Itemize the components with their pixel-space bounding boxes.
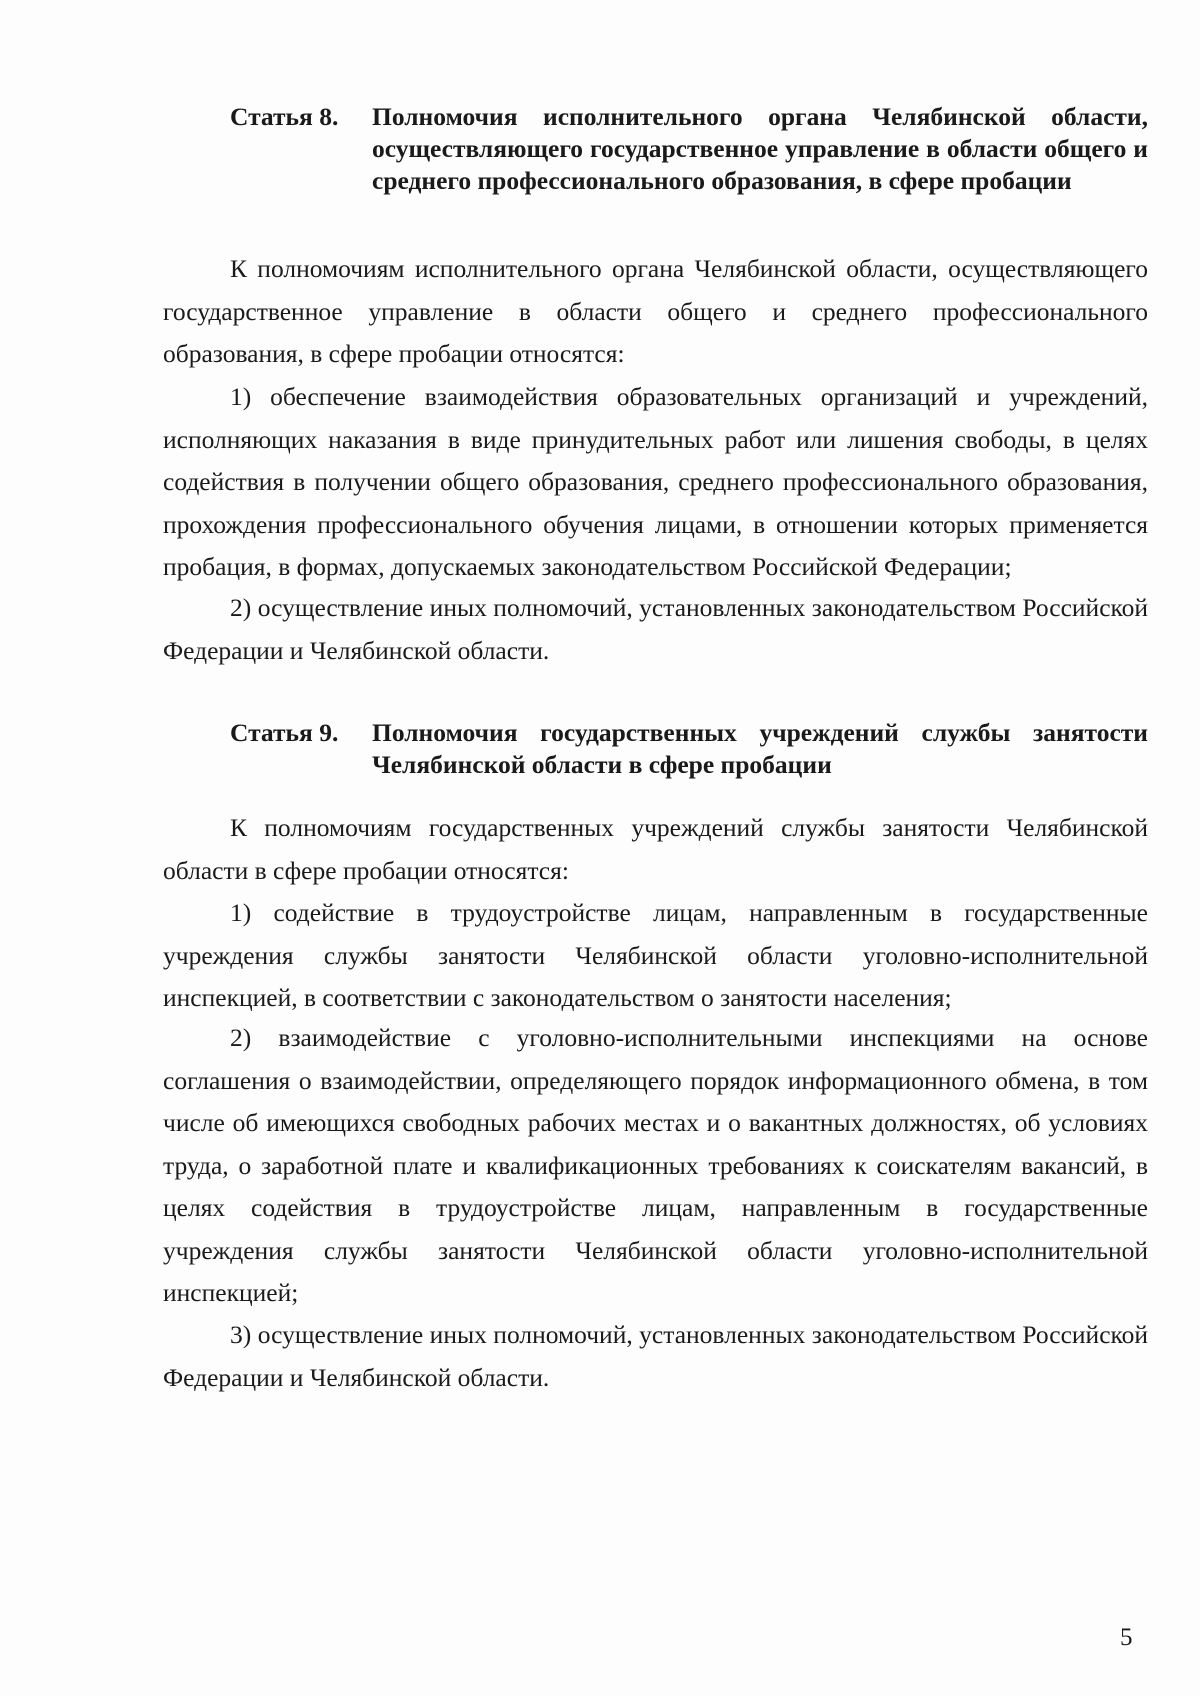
article-9-title: Полномочия государственных учреждений службы занятости Челябинской области в сфере пробации (372, 718, 1148, 779)
article-8-item-1: 1) обеспечение взаимодействия образовательных организаций и учреждений, исполняющих наказания в виде принудительных работ или лишения свободы, в целях содействия в получении общего образования, среднего профессионального образования, прохождения профессионального обучения лицами, в отношении которых применяется пробация, в формах, допускаемых законодательством Российской Федерации; (163, 382, 1148, 581)
article-9-item-3: 3) осуществление иных полномочий, установленных законодательством Российской Федерации и Челябинской области. (163, 1320, 1148, 1392)
article-8-item-2: 2) осуществление иных полномочий, установленных законодательством Российской Федерации и Челябинской области. (163, 593, 1148, 665)
article-8-heading (230, 101, 1148, 197)
article-9-number: Статья 9. (230, 718, 339, 747)
article-9-heading (230, 717, 1148, 781)
page-number: 5 (1120, 1624, 1133, 1651)
article-8-title: Полномочия исполнительного органа Челябинской области, осуществляющего государственное управление в области общего и среднего профессионального образования, в сфере пробации (372, 102, 1148, 195)
article-9-intro: К полномочиям государственных учреждений службы занятости Челябинской области в сфере пробации относятся: (163, 813, 1148, 885)
article-8-number: Статья 8. (230, 102, 339, 131)
article-9-item-2: 2) взаимодействие с уголовно-исполнительными инспекциями на основе соглашения о взаимодействии, определяющего порядок информационного обмена, в том числе об имеющихся свободных рабочих местах и о вакантных должностях, об условиях труда, о заработной плате и квалификационных требованиях к соискателям вакансий, в целях содействия в трудоустройстве лицам, направленным в государственные учреждения службы занятости Челябинской области уголовно-исполнительной инспекцией; (163, 1023, 1148, 1307)
article-8-intro: К полномочиям исполнительного органа Челябинской области, осуществляющего государственное управление в области общего и среднего профессионального образования, в сфере пробации относятся: (163, 254, 1148, 368)
article-9-item-1: 1) содействие в трудоустройстве лицам, направленным в государственные учреждения службы занятости Челябинской области уголовно-исполнительной инспекцией, в соответствии с законодательством о занятости населения; (163, 898, 1148, 1012)
